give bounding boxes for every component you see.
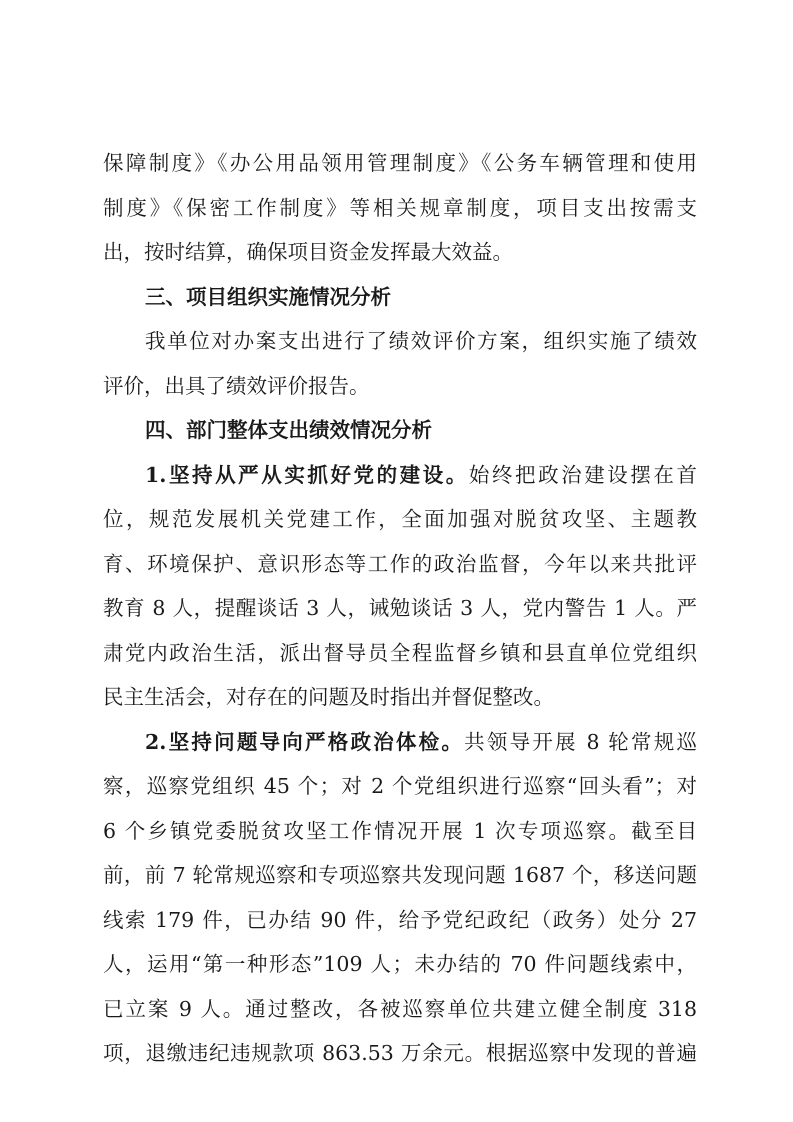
section-heading-3: 三、项目组织实施情况分析 xyxy=(145,284,391,309)
paragraph-line: 线索 179 件，已办结 90 件，给予党纪政纪（政务）处分 27 xyxy=(103,907,697,932)
paragraph-line xyxy=(145,720,697,765)
item-2-text: 共领导开展 8 轮常规巡 xyxy=(464,729,697,754)
paragraph-line: 民主生活会，对存在的问题及时指出并督促整改。 xyxy=(103,685,554,709)
section-heading-4: 四、部门整体支出绩效情况分析 xyxy=(145,418,432,442)
paragraph-line xyxy=(145,453,697,498)
paragraph-line: 教育 8 人，提醒谈话 3 人，诫勉谈话 3 人，党内警告 1 人。严 xyxy=(103,596,697,620)
paragraph-line: 位，规范发展机关党建工作，全面加强对脱贫攻坚、主题教 xyxy=(103,507,697,531)
paragraph-line: 项，退缴违纪违规款项 863.53 万余元。根据巡察中发现的普遍 xyxy=(103,1041,697,1065)
paragraph-line: 6 个乡镇党委脱贫攻坚工作情况开展 1 次专项巡察。截至目 xyxy=(103,818,697,843)
paragraph-line: 前，前 7 轮常规巡察和专项巡察共发现问题 1687 个，移送问题 xyxy=(103,863,697,887)
paragraph-line: 出，按时结算，确保项目资金发挥最大效益。 xyxy=(103,240,513,264)
paragraph-line: 察，巡察党组织 45 个；对 2 个党组织进行巡察“回头看”；对 xyxy=(103,774,697,798)
paragraph-line: 保障制度》《办公用品领用管理制度》《公务车辆管理和使用 xyxy=(103,151,697,175)
paragraph-line: 已立案 9 人。通过整改，各被巡察单位共建立健全制度 318 xyxy=(103,996,697,1021)
paragraph-line: 肃党内政治生活，派出督导员全程监督乡镇和县直单位党组织 xyxy=(103,640,697,665)
paragraph-line: 制度》《保密工作制度》等相关规章制度，项目支出按需支 xyxy=(103,195,697,220)
item-1-text: 始终把政治建设摆在首 xyxy=(468,462,697,487)
paragraph-line: 育、环境保护、意识形态等工作的政治监督，今年以来共批评 xyxy=(103,551,697,576)
paragraph-line: 评价，出具了绩效评价报告。 xyxy=(103,373,370,398)
paragraph-line: 人，运用“第一种形态”109 人；未办结的 70 件问题线索中， xyxy=(103,952,697,976)
item-1-title: 1.坚持从严从实抓好党的建设。 xyxy=(145,462,469,487)
item-2-title: 2.坚持问题导向严格政治体检。 xyxy=(145,729,465,754)
paragraph-line: 我单位对办案支出进行了绩效评价方案，组织实施了绩效 xyxy=(145,329,697,353)
